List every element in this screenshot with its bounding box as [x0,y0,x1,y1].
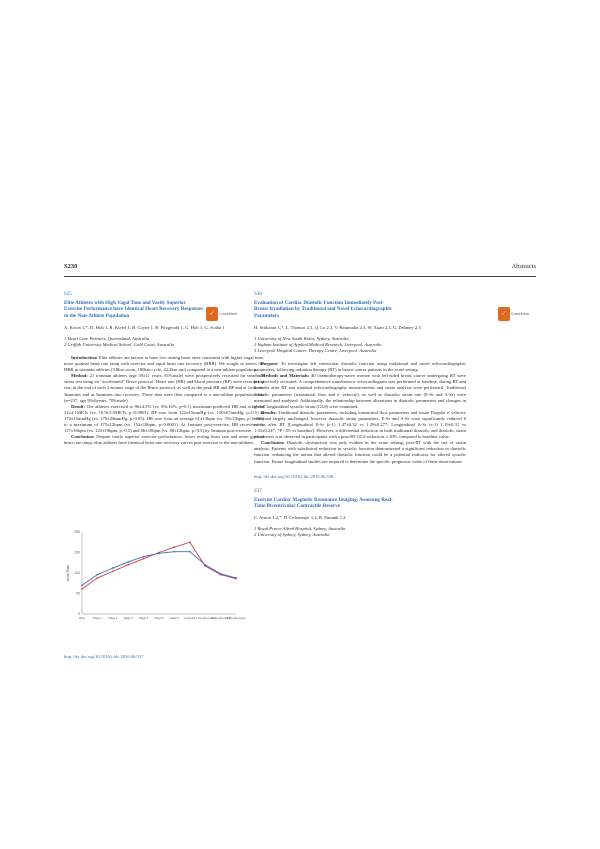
abstract-s35 [64,292,264,446]
results-text: Traditional diastolic parameters, including transmitral flow parameters and tissue Doppler e' velocity remained largely unchanged, however diastolic strain parameters, E-Sr and A-Sr were significantly reduced 6 weeks after RT [Longitudinal E-Sr (s-1) 1.47±0.32 vs 1.29±0.27*; Longitudinal A-Sr (s-1) 1.19±0.31 vs 1.03±0.24*; *P<.05 vs baseline]. However, a differential reduction in both traditional diastolic and diastolic strain parameters was observed in participants with a post-RT GLS reduction ≥ 10% compared to baseline value. [254,409,466,440]
conclusion-paragraph [64,434,264,446]
abstract-title: Exercise Cardiac Magnetic Resonance Imaging: Assessing Real-Time Biventricular Contractile Reserve [254,496,393,510]
affiliation: 1 University of New South Wales, Sydney, Australia [254,335,349,341]
purpose-text: To investigate left ventricular diastolic function using traditional and novel echocardiographic parameters, following radiation therapy (RT) in breast cancer patients in the acute setting. [254,361,466,373]
conclusion-text: Despite vastly superior exercise performance, lower resting heart rate and more gradual heart rate ramp, elite athletes have identical heart rate recovery curves post-exercise to the non-athletes. [64,434,264,446]
affiliation: 3 Liverpool Hospital Cancer Therapy Centre, Liverpool, Australia [254,347,377,353]
data-point [189,551,191,553]
header-rule [64,276,536,277]
result-label: Result: [71,403,86,409]
methods-label: Methods and Materials: [261,373,310,379]
intro-paragraph [64,355,264,373]
data-point [127,564,129,566]
x-tick-label: 5 Min Recovery [226,617,246,620]
methods-text: 40 chemotherapy-naïve women with left-sided breast cancer undergoing RT were prospectively recruited. A comprehensive transthoracic echocardiogram was performed at baseline, during RT and 6 weeks after RT and standard echocardiography measurements and strain analysis were performed. Traditional diastolic parameters (transmitral flow and e' velocity), as well as diastolic strain rate (E-Sr and A-Sr) were measured and analysed. Additionally, the relationship between alterations in diastolic parameters and changes in global longitudinal systolic strain (GLS) were examined. [254,373,466,409]
y-tick-label: 150 [74,550,80,555]
intro-label: Introduction: [71,354,98,360]
data-point [81,584,83,586]
purpose-paragraph [254,361,466,373]
data-point [158,552,160,554]
x-tick-label: 3 Min Recovery [211,617,230,620]
affiliation: 1 Royal Prince Alfred Hospital, Sydney, Australia [254,526,346,532]
abstract-s36 [254,292,466,546]
x-tick-label: Stage 5 [154,617,164,620]
y-tick-label: 100 [74,571,80,576]
page-header [64,263,536,275]
data-point [112,567,114,569]
x-tick-label: Stage 3 [123,617,133,620]
data-point [127,561,129,563]
x-tick-label: Stage 1 [92,617,103,620]
affiliation: 2 University of Sydney, Sydney, Australia [254,532,330,538]
x-tick-label: Stage 4 [138,617,149,620]
data-point [204,564,206,566]
data-point [81,588,83,590]
affiliation: 2 Ingham Institute of Applied Medical Research, Liverpool, Australia [254,341,382,347]
abstract-number: S35 [64,292,72,297]
page-number: S230 [64,263,78,270]
section-title: Abstracts [511,263,536,270]
affiliations [254,336,466,354]
data-point [174,551,176,553]
y-axis-label: Heart Rate [66,564,70,582]
data-point [143,556,145,558]
intro-text: Elite athletes are known to have low resting heart rates consistent with higher vagal tone, more gradual heart rate ramp with exercise and rapid heart rate recovery (HRR). We sought to assess the HRR in ironman athletes (3.8km swim, 180km cycle, 42.2km run) compared to a non-athlete population. [64,354,264,373]
heart-rate-chart [64,526,246,638]
abstract-title: Elite Athletes with High Vagal Tone and Vastly Superior Exercise Performance have Identical Heart Recovery Responses to the Non-Athlete Population [64,300,204,319]
affiliations [254,526,466,538]
methods-paragraph [254,373,466,410]
method-text: 21 ironman athletes (age 39±11 years; 81%male) were prospectively recruited for treadmill stress test using an "accelerated" Bruce protocol. Heart rate (HR) and blood pressure (BP) were recorded at rest, at the end of each 2-minute stage of the Bruce protocol, as well as the peak HR and BP and at 1minute, 3minutes and at 5minutes into recovery. These data were then compared to a non-athlete population data (n=237, age 58±6years; 70%male). [64,373,264,403]
results-paragraph [254,410,466,440]
conclusion-paragraph [254,440,466,464]
affiliation: 1 Heart Care Partners, Queensland, Australia [64,335,150,341]
method-paragraph [64,373,264,403]
author-list: C. Arnott 1,2,*, D. Celermajer 1,2, R. Puranik 1,2 [254,515,346,521]
doi-link-s36[interactable]: http://dx.doi.org/10.1016/j.hlc.2016.06.538 [254,473,334,479]
crossmark-label: CrossMark [219,312,238,316]
series-line-0 [82,542,236,589]
author-list: A. Kwon 1,*, D. Holt 1, R. Kiefel 1, B. Coyne 1, B. Fitzgerald 1, G. Holt 1, G. Scalia 1 [64,324,225,330]
y-tick-label: 200 [74,530,80,535]
x-tick-label: Stage 6 [169,617,180,620]
affiliation: 2 Griffith University Medical School, Gold Coast, Australia [64,341,175,347]
conclusion-label: Conclusion: [261,440,285,446]
conclusion-text: Diastolic dysfunction was only evident in the acute setting, post-RT with the use of strain analysis. Patients with subclinical reduction in systolic function demonstrated a significant reduction in diastolic function, enhancing the notion that altered diastolic function could be a potential indicator for altered systolic function. Future longitudinal studies are required to determine the specific prognostic value of these observations. [254,440,466,464]
abstract-number: S37 [254,488,262,494]
purpose-label: Purpose: [261,361,279,367]
data-point [112,570,114,572]
spacer [254,480,466,489]
result-paragraph [64,404,264,434]
spacer [254,465,466,474]
author-list: H. Sritharan 1,*, L. Thomas 2,3, Q. Lo 2,3, V. Batumalai 2,3, W. Xuan 2,3, G. Delaney 2,3 [254,324,421,330]
method-label: Method: [71,373,88,379]
crossmark-icon: ✓ [498,307,510,321]
x-tick-label: Stage 2 [108,617,118,620]
crossmark-icon: ✓ [206,307,218,321]
doi-link-s35[interactable]: http://dx.doi.org/10.1016/j.hlc.2016.06.537 [64,654,144,659]
results-label: Results: [261,409,277,415]
crossmark-logo-2[interactable] [498,307,528,323]
data-point [235,577,237,579]
result-text: The athletes exercised to 96±4.5% (vs. 95±16%, p=0.1) maximum predicted HR and achieved 21±2.1METs (vs. 10.9±5.9METs, p<0.0001). BP rose from 122±15mmHg (vs. 130±67mmHg, p>0.5) to 172±15mmHg (vs. 179±28mmHg, p>0.05). HR rose from an average 61±13bpm (vs. 70±13bpm, p<0.005) to a maximum of 175±12bpm (vs. 152±19bpm, p<0.0001). At 1minute post-exercise, HR recovered to 117±16bpm (vs. 120±18bpm, p>0.5) and 86±10bpm (vs. 88±12bpm, p>0.5) by 5minute post-exercise. [64,403,264,434]
abstract-number: S36 [254,292,262,297]
data-point [189,541,191,543]
series-line-1 [82,552,236,586]
data-point [143,558,145,560]
data-point [97,577,99,579]
y-tick-label: 0 [78,612,80,617]
x-tick-label: Rest [79,617,85,620]
crossmark-label: CrossMark [511,312,530,316]
abstract-title: Evaluation of Cardiac Diastolic Function Immediately Post-Breast Irradiation by Traditional and Novel Echocardiographic Parameters [254,300,393,319]
data-point [174,546,176,548]
x-tick-label: Peak HR [184,617,196,620]
x-tick-label: 1 Min Recovery [195,617,215,620]
conclusion-label: Conclusion: [71,434,95,440]
affiliations [64,336,264,348]
data-point [220,573,222,575]
y-tick-label: 50 [76,591,80,596]
data-point [97,574,99,576]
